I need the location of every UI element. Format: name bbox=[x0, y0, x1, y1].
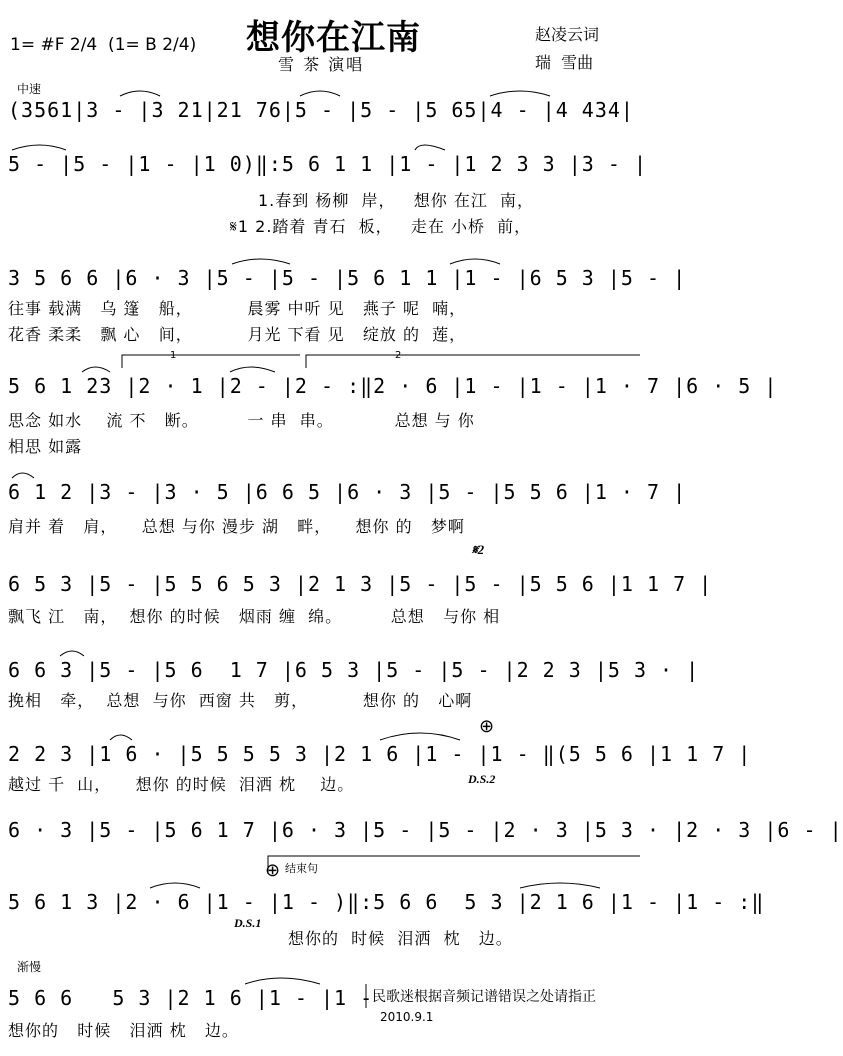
score-line-2: 5 - |5 - |1 - |1 0)‖:5 6 1 1 |1 - |1 2 3 3 |3 - | bbox=[8, 152, 648, 176]
score-line-9: 6 · 3 |5 - |5 6 1 7 |6 · 3 |5 - |5 - |2 · 3 |5 3 · |2 · 3 |6 - | bbox=[8, 818, 843, 842]
composer-credit: 瑞 雪曲 bbox=[535, 53, 594, 72]
score-line-4: 5 6 1 23 |2 · 1 |2 - |2 - :‖2 · 6 |1 - |1 - |1 · 7 |6 · 5 | bbox=[8, 374, 778, 398]
coda-icon-2: ⊕ bbox=[265, 860, 281, 881]
coda-icon: ⊕ bbox=[479, 716, 495, 737]
transcription-date: 2010.9.1 bbox=[380, 1010, 434, 1024]
ds2-mark: D.S.2 bbox=[468, 772, 496, 786]
volta-1-label: 1 bbox=[170, 350, 177, 361]
lyric-line-3b: 花香 柔柔 飘 心 间， 月光 下看 见 绽放 的 莲， bbox=[8, 325, 467, 344]
ending-label: 结束句 bbox=[285, 862, 318, 875]
transcriber-note: 民歌迷根据音频记谱错误之处请指正 bbox=[372, 989, 596, 1005]
tempo-slow-marking: 渐慢 bbox=[17, 960, 42, 974]
lyric-line-4a: 思念 如水 流 不 断。 一 串 串。 总想 与 你 bbox=[8, 411, 475, 430]
ds1-mark: D.S.1 bbox=[234, 916, 262, 930]
lyric-line-7: 挽相 牵， 总想 与你 西窗 共 剪， 想你 的 心啊 bbox=[8, 691, 473, 710]
lyric-line-4b: 相思 如露 bbox=[8, 437, 83, 456]
score-line-7: 6 6 3 |5 - |5 6 1 7 |6 5 3 |5 - |5 - |2 2 3 |5 3 · | bbox=[8, 658, 700, 682]
volta-2-label: 2 bbox=[395, 350, 402, 361]
score-line-11: 5 6 6 5 3 |2 1 6 |1 - |1 - bbox=[8, 986, 387, 1010]
lyric-line-10: 想你的 时候 泪洒 枕 边。 bbox=[288, 929, 513, 948]
score-line-3: 3 5 6 6 |6 · 3 |5 - |5 - |5 6 1 1 |1 - |6 5 3 |5 - | bbox=[8, 266, 687, 290]
lyric-line-2b: 𝄋1 2.踏着 青石 板， 走在 小桥 前， bbox=[230, 217, 532, 236]
segno-2-mark: 𝄋2 bbox=[472, 542, 485, 557]
song-title: 想你在江南 bbox=[246, 18, 421, 58]
score-line-1: (3561|3 - |3 21|21 76|5 - |5 - |5 65|4 - |4 434| bbox=[8, 98, 634, 122]
lyric-line-5: 肩并 着 肩， 总想 与你 漫步 湖 畔， 想你 的 梦啊 bbox=[8, 517, 465, 536]
lyricist-credit: 赵凌云词 bbox=[535, 25, 600, 44]
lyric-line-11: 想你的 时候 泪洒 枕 边。 bbox=[8, 1021, 239, 1040]
key-signature: 1= #F 2/4 (1= B 2/4) bbox=[10, 35, 197, 55]
lyric-line-3a: 往事 载满 乌 篷 船， 晨雾 中听 见 燕子 呢 喃， bbox=[8, 299, 467, 318]
score-line-6: 6 5 3 |5 - |5 5 6 5 3 |2 1 3 |5 - |5 - |5 5 6 |1 1 7 | bbox=[8, 572, 713, 596]
score-line-8: 2 2 3 |1 6 · |5 5 5 5 3 |2 1 6 |1 - |1 - ‖(5 5 6 |1 1 7 | bbox=[8, 742, 752, 766]
lyric-line-6: 飘飞 江 南， 想你 的时候 烟雨 缠 绵。 总想 与你 相 bbox=[8, 607, 501, 626]
lyric-line-8: 越过 千 山， 想你 的时候 泪洒 枕 边。 bbox=[8, 775, 355, 794]
score-line-5: 6 1 2 |3 - |3 · 5 |6 6 5 |6 · 3 |5 - |5 5 6 |1 · 7 | bbox=[8, 480, 687, 504]
score-line-10: 5 6 1 3 |2 · 6 |1 - |1 - )‖:5 6 6 5 3 |2 1 6 |1 - |1 - :‖ bbox=[8, 890, 765, 914]
singer-credit: 雪 茶 演唱 bbox=[278, 55, 365, 74]
lyric-line-2a: 1.春到 杨柳 岸， 想你 在江 南， bbox=[258, 191, 535, 210]
tempo-marking: 中速 bbox=[17, 82, 42, 96]
